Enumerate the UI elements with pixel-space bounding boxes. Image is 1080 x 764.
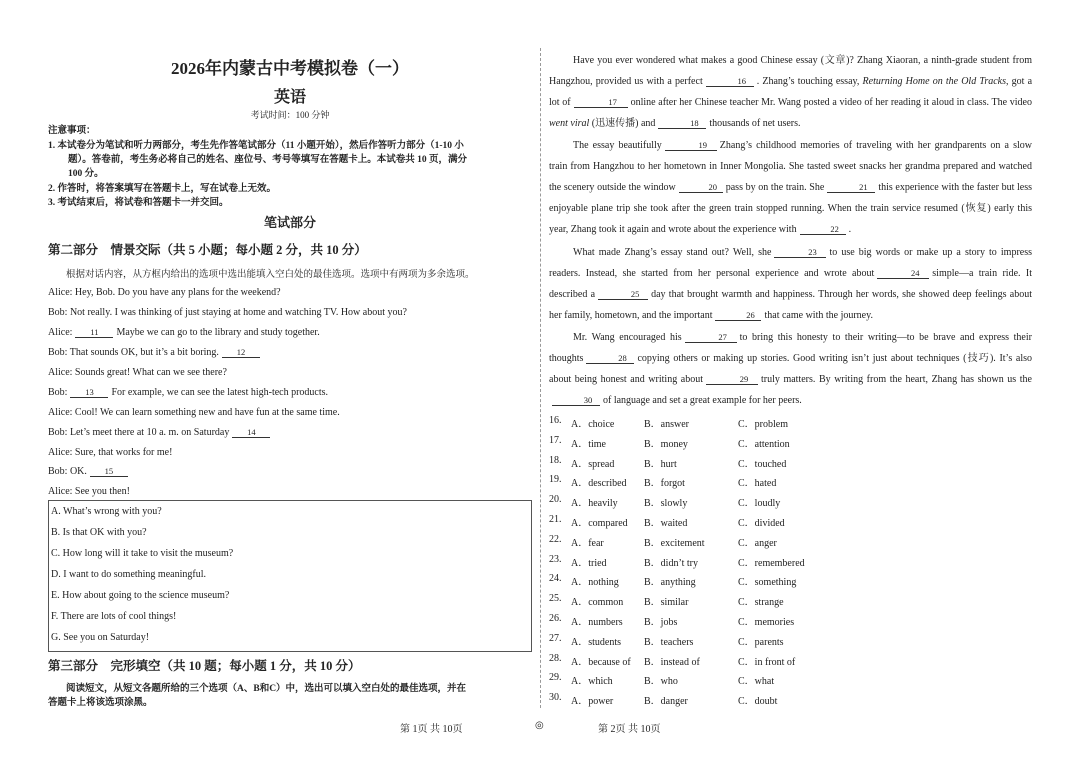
question-option: A．nothing: [571, 577, 619, 589]
passage-paragraph: The essay beautifully 19 Zhang’s childhood memories of traveling with her grandparents on a slow train from Hangzhou to her hometown in Inner Mongolia. She tasted sweet snacks her grandma prepared and watched the scenery outside the window 20 pass by on the train. She 21 this experience with the faster but less enjoyable plane trip she took after the green train stopped running. When the train service resumed (恢复) early this year, Zhang took it again and wrote about the experience with 22 .: [549, 140, 1033, 236]
question-option: C．parents: [738, 636, 784, 648]
question-number: 19.: [549, 474, 562, 486]
question-option: C．memories: [738, 617, 795, 628]
question-option: B．excitement: [644, 537, 705, 549]
question-option: A．spread: [571, 458, 615, 470]
passage-paragraph: What made Zhang’s essay stand out? Well, she 23 to use big words or make up a story to impress readers. Instead, she started from her personal experience and wrote about 24 simple—a train ride. It described a 25 day that brought warmth and happiness. Through her words, she showed deep feelings about her family, hometown, and the important 26 that came with the journey.: [549, 247, 1033, 322]
question-option: A．time: [571, 438, 606, 450]
question-number: 18.: [549, 454, 562, 466]
question-number: 21.: [549, 514, 562, 525]
footer-page-left: 第 1页 共 10页: [400, 724, 463, 735]
part3-instruction: 阅读短文，从短文各题所给的三个选项（A、B和C）中，选出可以填入空白处的最佳选项，并在: [66, 684, 467, 694]
blank-20: 20: [679, 182, 723, 193]
question-option: B．danger: [644, 696, 688, 708]
dialogue-line: Alice: Sure, that works for me!: [48, 447, 173, 458]
question-option: A．tried: [571, 557, 607, 569]
question-option: C．touched: [738, 458, 787, 470]
question-option: C．doubt: [738, 696, 778, 708]
question-number: 26.: [549, 613, 562, 624]
question-option: B．money: [644, 438, 688, 450]
footer-page-right: 第 2页 共 10页: [598, 724, 661, 735]
blank-17: 17: [574, 97, 628, 108]
exam-time: 考试时间：100 分钟: [250, 110, 330, 120]
question-option: B．didn’t try: [644, 557, 698, 569]
question-number: 17.: [549, 434, 562, 446]
blank-26: 26: [715, 310, 761, 321]
question-number: 27.: [549, 632, 562, 644]
blank-21: 21: [827, 182, 875, 193]
option-item: A. What’s wrong with you?: [51, 506, 162, 517]
note-line: 1. 本试卷分为笔试和听力两部分，考生先作答笔试部分（11 小题开始），然后作答听力部分（1-10 小: [48, 141, 464, 151]
question-option: A．fear: [571, 537, 604, 549]
question-option: A．common: [571, 597, 624, 609]
blank-24: 24: [877, 268, 929, 279]
part2-instruction: 根据对话内容，从方框内给出的选项中选出能填入空白处的最佳选项。选项中有两项为多余选项。: [66, 270, 475, 280]
note-line: 题）。答卷前，考生务必将自己的姓名、座位号、考号等填写在答题卡上。本试卷共 10 页，满分: [68, 155, 468, 165]
blank-30: 30: [552, 395, 600, 406]
question-option: C．anger: [738, 537, 777, 549]
question-number: 30.: [549, 692, 562, 704]
question-number: 20.: [549, 494, 562, 506]
question-option: C．in front of: [738, 656, 796, 668]
question-option: B．slowly: [644, 498, 688, 510]
question-option: A．numbers: [571, 617, 623, 628]
question-number: 29.: [549, 672, 562, 684]
question-option: B．teachers: [644, 636, 694, 648]
question-number: 16.: [549, 415, 562, 426]
part3-instruction: 答题卡上将该选项涂黑。: [48, 698, 153, 708]
question-option: A．students: [571, 636, 621, 648]
question-option: C．hated: [738, 478, 777, 490]
question-option: C．problem: [738, 419, 788, 430]
question-number: 24.: [549, 573, 562, 585]
dialogue-line: Bob: Let’s meet there at 10 a. m. on Saturday 14: [48, 427, 273, 438]
exam-title: 2026年内蒙古中考模拟卷（一）: [171, 59, 409, 78]
question-option: B．who: [644, 676, 678, 688]
passage-paragraph: Mr. Wang encouraged his 27 to bring this honesty to their writing—to be brave and express their thoughts 28 copying others or making up stories. Good writing isn’t just about techniques (技巧). It’s also about being honest and writing about 29 truly matters. By writing from the heart, Zhang has shown us the30 of language and set a great example for her peers.: [549, 332, 1032, 407]
blank-19: 19: [665, 140, 717, 151]
notes-label: 注意事项：: [48, 126, 96, 136]
dialogue-line: Alice: 11 Maybe we can go to the library and study together.: [48, 327, 320, 338]
dialogue-line: Bob: Not really. I was thinking of just staying at home and watching TV. How about you?: [48, 307, 407, 318]
question-option: A．described: [571, 478, 627, 490]
blank-23: 23: [774, 247, 826, 258]
option-item: B. Is that OK with you?: [51, 527, 147, 538]
question-option: A．which: [571, 676, 613, 688]
question-option: B．forgot: [644, 478, 685, 490]
blank-27: 27: [685, 332, 737, 343]
blank-28: 28: [586, 353, 634, 364]
passage-paragraph: Have you ever wondered what makes a good Chinese essay (文章)? Zhang Xiaoran, a ninth-grade student from Hangzhou, provided us with a perfect 16 . Zhang’s touching essay, Returning Home on the Old Tracks, got a lot of 17 online after her Chinese teacher Mr. Wang posted a video of her reading it aloud in class. The video went viral (迅速传播) and 18 thousands of net users.: [549, 55, 1033, 130]
blank-25: 25: [598, 289, 648, 300]
question-option: C．strange: [738, 597, 784, 609]
dialogue-line: Alice: Hey, Bob. Do you have any plans for the weekend?: [48, 287, 281, 298]
blank-15: 15: [90, 466, 128, 477]
question-option: B．jobs: [644, 617, 678, 628]
blank-13: 13: [70, 387, 108, 398]
question-option: B．answer: [644, 419, 689, 430]
subject-title: 英语: [273, 89, 306, 106]
question-number: 23.: [549, 553, 562, 565]
part2-heading: 第二部分 情景交际（共 5 小题；每小题 2 分，共 10 分）: [48, 243, 367, 257]
dialogue-line: Bob: 13 For example, we can see the latest high-tech products.: [48, 387, 329, 398]
page-divider: [540, 48, 541, 708]
note-line: 2. 作答时，将答案填写在答题卡上，写在试卷上无效。: [48, 184, 277, 194]
footer-mark: ◎: [535, 720, 544, 731]
question-option: A．power: [571, 696, 614, 708]
dialogue-line: Alice: Cool! We can learn something new and have fun at the same time.: [48, 407, 340, 418]
note-line: 3. 考试结束后，将试卷和答题卡一并交回。: [48, 198, 229, 208]
question-option: C．loudly: [738, 498, 781, 510]
option-item: D. I want to do something meaningful.: [51, 569, 206, 580]
option-item: C. How long will it take to visit the museum?: [51, 548, 234, 559]
option-item: G. See you on Saturday!: [51, 632, 150, 643]
question-number: 22.: [549, 533, 562, 545]
blank-18: 18: [658, 118, 706, 129]
dialogue-line: Alice: Sounds great! What can we see there?: [48, 367, 227, 378]
dialogue-line: Alice: See you then!: [48, 486, 130, 497]
question-option: B．similar: [644, 597, 689, 609]
part3-heading: 第三部分 完形填空（共 10 题；每小题 1 分，共 10 分）: [48, 659, 361, 673]
blank-14: 14: [232, 427, 270, 438]
dialogue-line: Bob: That sounds OK, but it’s a bit boring. 12: [48, 347, 263, 358]
option-item: E. How about going to the science museum?: [51, 590, 230, 601]
question-number: 28.: [549, 652, 562, 664]
written-heading: 笔试部分: [263, 215, 316, 230]
blank-12: 12: [222, 347, 260, 358]
note-line: 100 分。: [68, 169, 104, 179]
question-option: A．compared: [571, 518, 628, 529]
options-box: [48, 500, 532, 652]
question-option: A．because of: [571, 656, 631, 668]
blank-22: 22: [800, 224, 846, 235]
question-option: C．remembered: [738, 557, 805, 569]
question-option: A．choice: [571, 419, 615, 430]
question-option: C．attention: [738, 438, 790, 450]
blank-16: 16: [706, 76, 754, 87]
question-option: B．hurt: [644, 458, 677, 470]
question-option: A．heavily: [571, 498, 618, 510]
question-option: C．what: [738, 676, 775, 688]
question-option: C．divided: [738, 518, 785, 529]
option-item: F. There are lots of cool things!: [51, 611, 177, 622]
blank-29: 29: [706, 374, 758, 385]
question-option: B．waited: [644, 518, 688, 529]
dialogue-line: Bob: OK. 15: [48, 466, 131, 477]
question-option: B．anything: [644, 577, 696, 589]
question-option: C．something: [738, 577, 797, 589]
question-number: 25.: [549, 593, 562, 605]
blank-11: 11: [75, 327, 113, 338]
question-option: B．instead of: [644, 656, 700, 668]
